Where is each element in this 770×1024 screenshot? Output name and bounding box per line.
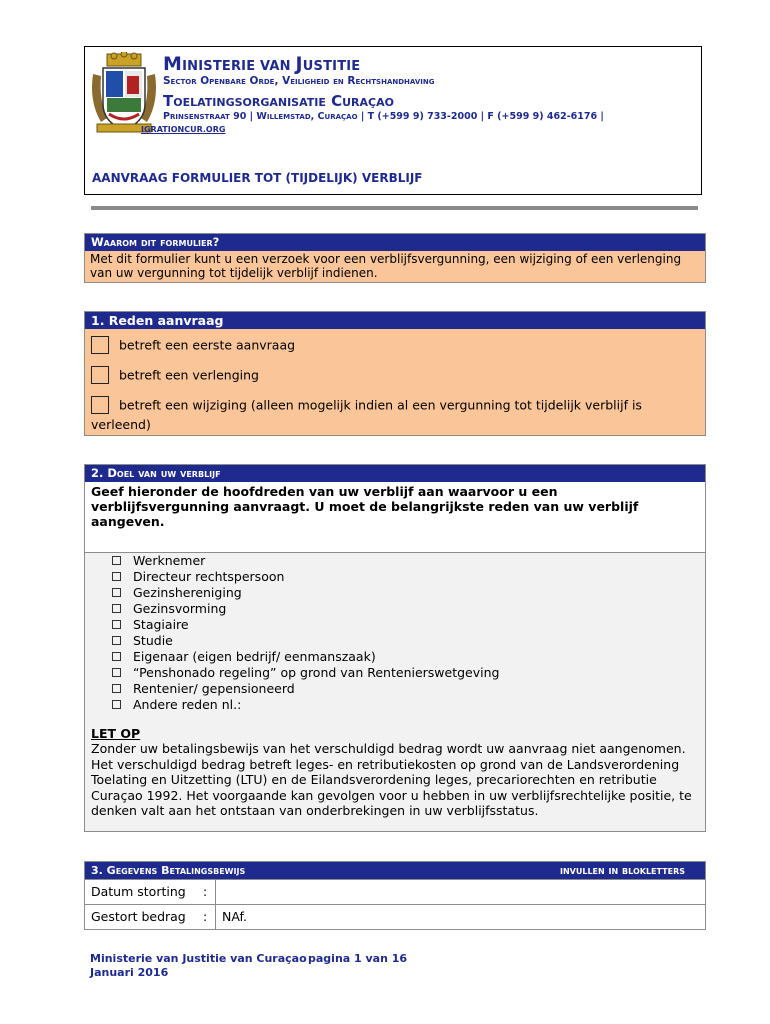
- why-section: [84, 233, 706, 283]
- why-heading: Waarom dit formulier?: [85, 234, 705, 251]
- list-item[interactable]: Eigenaar (eigen bedrijf/ eenmanszaak): [112, 649, 499, 665]
- checkbox[interactable]: [112, 636, 121, 645]
- list-item[interactable]: Werknemer: [112, 553, 499, 569]
- option-extension[interactable]: betreft een verlenging: [91, 366, 259, 384]
- list-item[interactable]: Andere reden nl.:: [112, 697, 499, 713]
- checkbox[interactable]: [91, 336, 109, 354]
- page-number: pagina 1 van 16: [308, 952, 408, 965]
- payment-heading: [85, 862, 705, 879]
- table-row: Datum storting :: [85, 879, 705, 904]
- checkbox[interactable]: [112, 572, 121, 581]
- reason-heading: 1. Reden aanvraag: [85, 312, 705, 329]
- reason-section: [84, 311, 706, 436]
- checkbox[interactable]: [112, 588, 121, 597]
- deposit-date-label: Datum storting: [91, 884, 186, 899]
- checkbox[interactable]: [91, 366, 109, 384]
- footer-org: Ministerie van Justitie van Curaçao: [90, 952, 307, 965]
- sector-line: Sector Openbare Orde, Veiligheid en Rechtshandhaving: [163, 75, 435, 87]
- checkbox[interactable]: [112, 652, 121, 661]
- payment-heading-title: 3. Gegevens Betalingsbewijs: [91, 864, 246, 877]
- checkbox[interactable]: [91, 396, 109, 414]
- list-item[interactable]: Studie: [112, 633, 499, 649]
- coat-of-arms-icon: [87, 52, 161, 134]
- payment-section: [84, 861, 706, 930]
- deposit-date-field[interactable]: [215, 880, 705, 904]
- list-item[interactable]: “Penshonado regeling” op grond van Rentenierswetgeving: [112, 665, 499, 681]
- footer-date: Januari 2016: [90, 966, 169, 979]
- list-item[interactable]: Gezinsvorming: [112, 601, 499, 617]
- option-first-application[interactable]: betreft een eerste aanvraag: [91, 336, 295, 354]
- page-footer: [90, 952, 408, 980]
- list-item[interactable]: Directeur rechtspersoon: [112, 569, 499, 585]
- form-title: AANVRAAG FORMULIER TOT (TIJDELIJK) VERBLIJF: [92, 171, 423, 185]
- option-change-continued: verleend): [91, 417, 151, 432]
- checkbox[interactable]: [112, 684, 121, 693]
- why-text: Met dit formulier kunt u een verzoek voor een verblijfsvergunning, een wijziging of een verlenging van uw vergunning tot tijdelijk verblijf indienen.: [90, 252, 682, 280]
- notice-title: LET OP: [91, 726, 141, 741]
- checkbox[interactable]: [112, 668, 121, 677]
- list-item[interactable]: Rentenier/ gepensioneerd: [112, 681, 499, 697]
- letterhead: [84, 46, 702, 195]
- purpose-intro: Geef hieronder de hoofdreden van uw verblijf aan waarvoor u een verblijfsvergunning aanvraagt. U moet de belangrijkste reden van uw verblijf aangeven.: [85, 482, 705, 553]
- address-line: Prinsenstraat 90 | Willemstad, Curaçao | T (+599 9) 733-2000 | F (+599 9) 462-6176 |: [163, 111, 604, 122]
- checkbox[interactable]: [112, 620, 121, 629]
- website-link[interactable]: IGRATIONCUR.ORG: [141, 125, 226, 134]
- organisation-name: Toelatingsorganisatie Curaçao: [163, 92, 394, 110]
- purpose-section: [84, 464, 706, 832]
- header-divider: [91, 206, 698, 210]
- notice-text: Zonder uw betalingsbewijs van het verschuldigd bedrag wordt uw aanvraag niet aangenomen. Het verschuldigd bedrag betreft leges- en retributiekosten op grond van de Landsverordening Toelating en Uitzetting (LTU) en de Eilandsverordening leges, precariorechten en retributie Curaçao 1992. Het voorgaande kan gevolgen voor u hebben in uw verblijfsrechtelijke positie, te denken valt aan het ontstaan van onderbrekingen in uw verblijfsstatus.: [91, 741, 692, 818]
- option-change[interactable]: betreft een wijziging (alleen mogelijk indien al een vergunning tot tijdelijk verblijf is: [91, 396, 642, 414]
- list-item[interactable]: Gezinshereniging: [112, 585, 499, 601]
- checkbox[interactable]: [112, 556, 121, 565]
- amount-label: Gestort bedrag: [91, 909, 186, 924]
- reason-list: [112, 553, 499, 713]
- table-row: Gestort bedrag : NAf.: [85, 904, 705, 929]
- payment-heading-note: invullen in blokletters: [559, 864, 685, 877]
- ministry-title: MINISTERIE VAN JUSTITIE: [163, 53, 361, 75]
- checkbox[interactable]: [112, 604, 121, 613]
- purpose-heading: 2. Doel van uw verblijf: [85, 465, 705, 482]
- checkbox[interactable]: [112, 700, 121, 709]
- amount-field[interactable]: NAf.: [215, 905, 705, 929]
- list-item[interactable]: Stagiaire: [112, 617, 499, 633]
